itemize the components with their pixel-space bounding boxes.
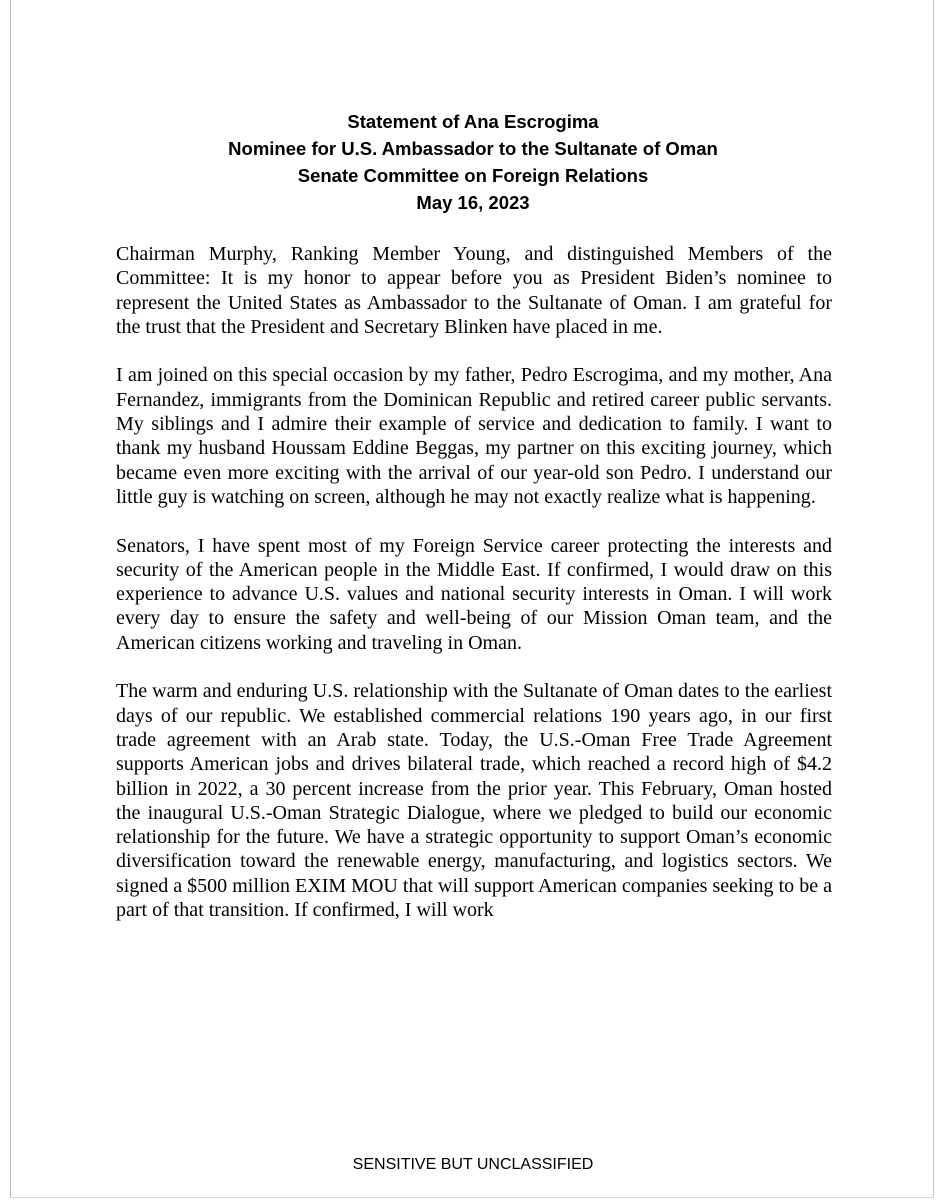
paragraph-relationship: The warm and enduring U.S. relationship with the Sultanate of Oman dates to the earliest days of our republic. We established commercial relations 190 years ago, in our first trade agreement with an Arab state. Today, the U.S.-Oman Free Trade Agreement supports American jobs and drives bilateral trade, which reached a record high of $4.2 billion in 2022, a 30 percent increase from the prior year. This February, Oman hosted the inaugural U.S.-Oman Strategic Dialogue, where we pledged to build our economic relationship for the future. We have a strategic opportunity to support Oman’s economic diversification toward the renewable energy, manufacturing, and logistics sectors. We signed a $500 million EXIM MOU that will support American companies seeking to be a part of that transition. If confirmed, I will work: [116, 680, 832, 922]
paragraph-career: Senators, I have spent most of my Foreign Service career protecting the interests and security of the American people in the Middle East. If confirmed, I would draw on this experience to advance U.S. values and national security interests in Oman. I will work every day to ensure the safety and well-being of our Mission Oman team, and the American citizens working and traveling in Oman.: [116, 534, 832, 654]
paragraph-family: I am joined on this special occasion by my father, Pedro Escrogima, and my mother, Ana Fernandez, immigrants from the Dominican Republic and retired career public servants. My siblings and I admire their example of service and dedication to family. I want to thank my husband Houssam Eddine Beggas, my partner on this exciting journey, which became even more exciting with the arrival of our year-old son Pedro. I understand our little guy is watching on screen, although he may not exactly realize what is happening.: [116, 364, 832, 508]
committee-name: Senate Committee on Foreign Relations: [297, 165, 649, 186]
statement-body: [116, 242, 832, 947]
nominee-title: Nominee for U.S. Ambassador to the Sultanate of Oman: [228, 138, 718, 159]
statement-date: May 16, 2023: [416, 192, 530, 213]
statement-title: Statement of Ana Escrogima: [347, 111, 599, 132]
statement-heading: [0, 108, 946, 216]
paragraph-introduction: Chairman Murphy, Ranking Member Young, and distinguished Members of the Committee: It is my honor to appear before you as President Biden’s nominee to represent the United States as Ambassador to the Sultanate of Oman. I am grateful for the trust that the President and Secretary Blinken have placed in me.: [116, 243, 832, 338]
classification-footer: SENSITIVE BUT UNCLASSIFIED: [352, 1156, 594, 1173]
